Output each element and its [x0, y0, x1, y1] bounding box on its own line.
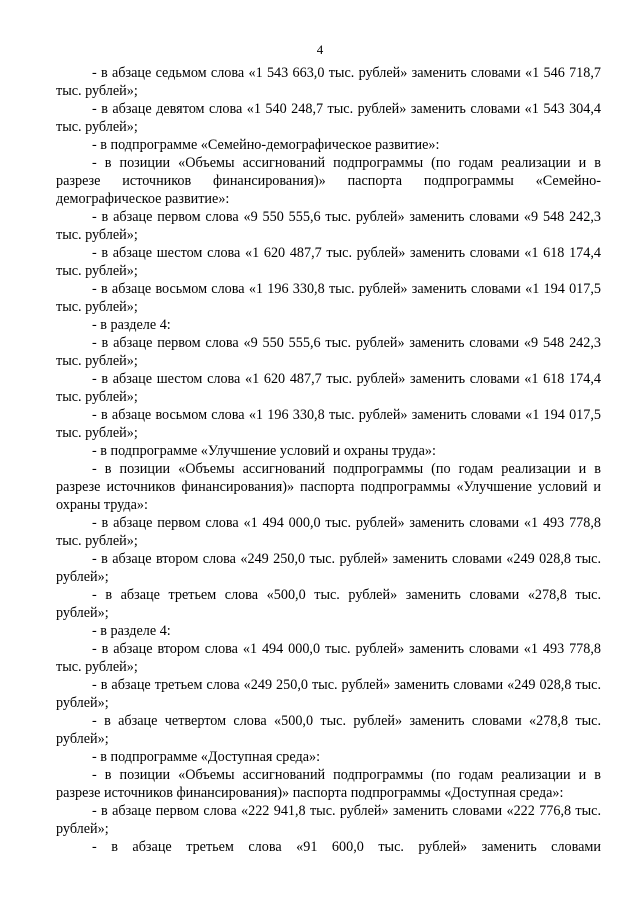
paragraph: - в абзаце втором слова «1 494 000,0 тыс. рублей» заменить словами «1 493 778,8 тыс. рублей»; [56, 641, 601, 675]
paragraph: - в абзаце шестом слова «1 620 487,7 тыс. рублей» заменить словами «1 618 174,4 тыс. рублей»; [56, 245, 601, 279]
paragraph: - в абзаце восьмом слова «1 196 330,8 тыс. рублей» заменить словами «1 194 017,5 тыс. рублей»; [56, 407, 601, 441]
paragraph: - в разделе 4: [92, 623, 171, 639]
paragraph: - в абзаце втором слова «249 250,0 тыс. рублей» заменить словами «249 028,8 тыс. рублей»; [56, 551, 601, 585]
paragraph: - в абзаце шестом слова «1 620 487,7 тыс. рублей» заменить словами «1 618 174,4 тыс. рублей»; [56, 371, 601, 405]
paragraph: - в абзаце первом слова «9 550 555,6 тыс. рублей» заменить словами «9 548 242,3 тыс. рублей»; [56, 335, 601, 369]
paragraph: - в позиции «Объемы ассигнований подпрограммы (по годам реализации и в разрезе источников финансирования)» паспорта подпрограммы «Семейно-демографическое развитие»: [56, 155, 601, 207]
paragraph: - в подпрограмме «Семейно-демографическое развитие»: [92, 137, 440, 153]
paragraph: - в позиции «Объемы ассигнований подпрограммы (по годам реализации и в разрезе источников финансирования)» паспорта подпрограммы «Улучшение условий и охраны труда»: [56, 461, 601, 513]
document-body [56, 64, 601, 856]
paragraph: - в позиции «Объемы ассигнований подпрограммы (по годам реализации и в разрезе источников финансирования)» паспорта подпрограммы «Доступная среда»: [56, 767, 601, 801]
paragraph: - в разделе 4: [92, 317, 171, 333]
paragraph: - в абзаце первом слова «9 550 555,6 тыс. рублей» заменить словами «9 548 242,3 тыс. рублей»; [56, 209, 601, 243]
paragraph: - в абзаце третьем слова «91 600,0 тыс. рублей» заменить словами [92, 839, 601, 855]
paragraph: - в абзаце восьмом слова «1 196 330,8 тыс. рублей» заменить словами «1 194 017,5 тыс. рублей»; [56, 281, 601, 315]
paragraph: - в абзаце первом слова «1 494 000,0 тыс. рублей» заменить словами «1 493 778,8 тыс. рублей»; [56, 515, 601, 549]
paragraph: - в подпрограмме «Доступная среда»: [92, 749, 321, 765]
paragraph: - в абзаце первом слова «222 941,8 тыс. рублей» заменить словами «222 776,8 тыс. рублей»; [56, 803, 601, 837]
page-number: 4 [316, 42, 324, 57]
paragraph: - в абзаце седьмом слова «1 543 663,0 тыс. рублей» заменить словами «1 546 718,7 тыс. рублей»; [56, 65, 601, 99]
paragraph: - в абзаце четвертом слова «500,0 тыс. рублей» заменить словами «278,8 тыс. рублей»; [56, 713, 601, 747]
paragraph: - в абзаце третьем слова «500,0 тыс. рублей» заменить словами «278,8 тыс. рублей»; [56, 587, 601, 621]
paragraph: - в абзаце третьем слова «249 250,0 тыс. рублей» заменить словами «249 028,8 тыс. рублей»; [56, 677, 601, 711]
paragraph: - в абзаце девятом слова «1 540 248,7 тыс. рублей» заменить словами «1 543 304,4 тыс. рублей»; [56, 101, 601, 135]
paragraph: - в подпрограмме «Улучшение условий и охраны труда»: [92, 443, 436, 459]
